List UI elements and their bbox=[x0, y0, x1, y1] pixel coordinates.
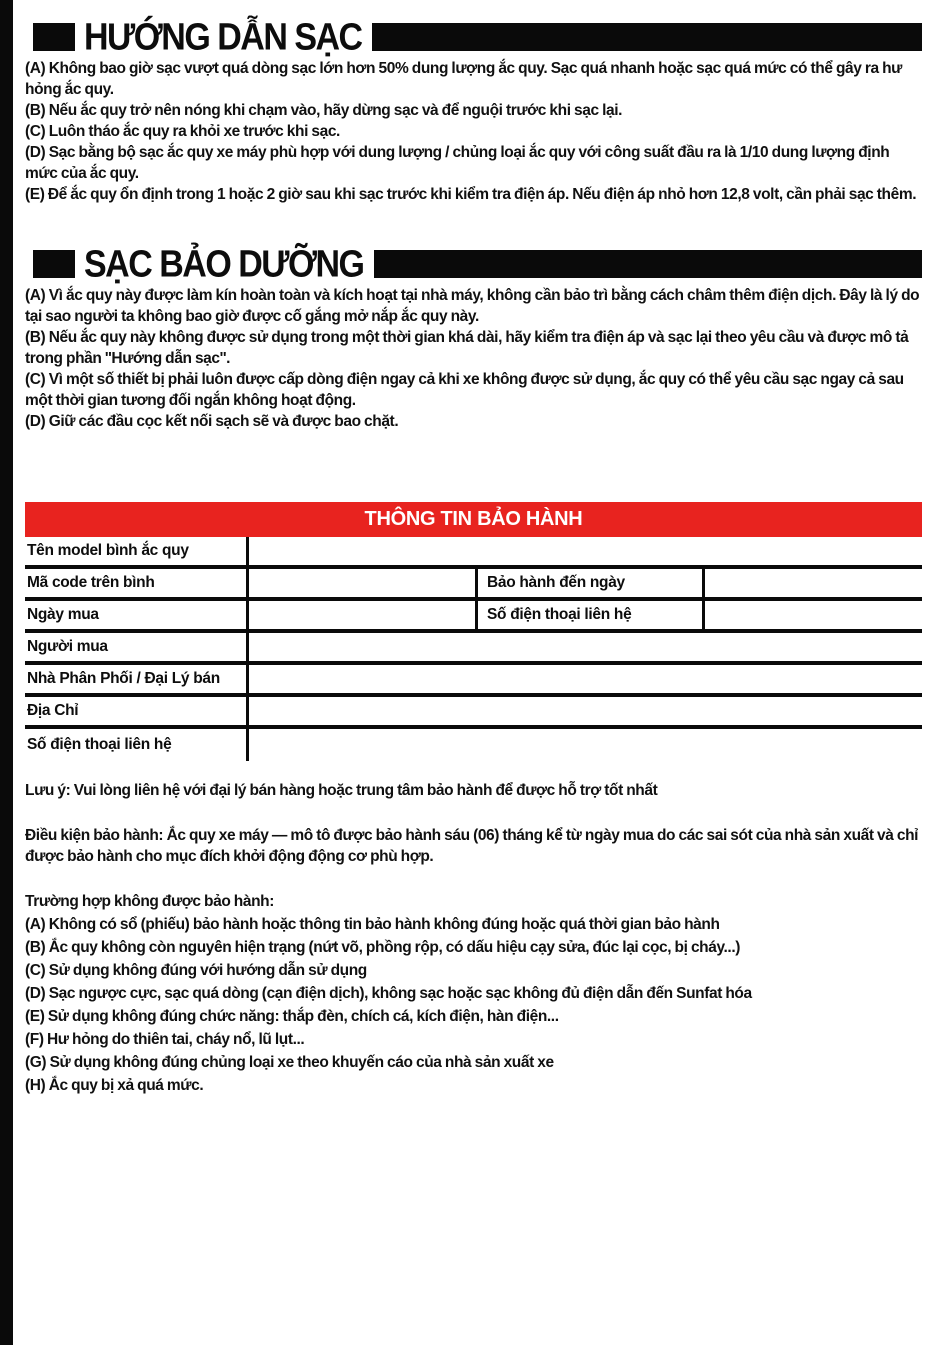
row-label: Bảo hành đến ngày bbox=[478, 569, 705, 597]
table-row bbox=[25, 601, 922, 633]
row-value-blank bbox=[249, 601, 478, 629]
table-row bbox=[25, 697, 922, 729]
exclusion-item-f: (F) Hư hỏng do thiên tai, cháy nổ, lũ lụt... bbox=[25, 1031, 305, 1048]
maintenance-section-header bbox=[25, 242, 922, 286]
row-value-blank bbox=[705, 569, 922, 597]
row-value-blank bbox=[705, 601, 922, 629]
table-row bbox=[25, 537, 922, 569]
exclusion-item-g: (G) Sử dụng không đúng chủng loại xe theo khuyến cáo của nhà sản xuất xe bbox=[25, 1054, 554, 1071]
row-value-blank bbox=[249, 537, 922, 565]
charging-section-header bbox=[25, 15, 922, 59]
table-row bbox=[25, 729, 922, 761]
maintenance-item-c: (C) Vì một số thiết bị phải luôn được cấp dòng điện ngay cả khi xe không được sử dụng, ắc quy có thể yêu cầu sạc ngay cả sau một thời gian tương đối ngắn không hoạt động. bbox=[25, 371, 904, 409]
row-label: Tên model bình ắc quy bbox=[25, 537, 249, 565]
exclusion-item-a: (A) Không có sổ (phiếu) bảo hành hoặc thông tin bảo hành không đúng hoặc quá thời gian bảo hành bbox=[25, 916, 720, 933]
exclusions-title: Trường hợp không được bảo hành: bbox=[25, 893, 274, 910]
charging-item-a: (A) Không bao giờ sạc vượt quá dòng sạc lớn hơn 50% dung lượng ắc quy. Sạc quá nhanh hoặc sạc quá mức có thể gây ra hư hỏng ắc quy. bbox=[25, 60, 903, 98]
maintenance-item-b: (B) Nếu ắc quy này không được sử dụng trong một thời gian khá dài, hãy kiểm tra điện áp và sạc lại theo yêu cầu và được mô tả trong phần ''Hướng dẫn sạc''. bbox=[25, 329, 909, 367]
table-row bbox=[25, 633, 922, 665]
exclusion-item-d: (D) Sạc ngược cực, sạc quá dòng (cạn điện dịch), không sạc hoặc sạc không đủ điện dẫn đến Sunfat hóa bbox=[25, 985, 752, 1002]
row-label: Nhà Phân Phối / Đại Lý bán bbox=[25, 665, 249, 693]
section-header-bar bbox=[372, 23, 922, 51]
exclusion-item-e: (E) Sử dụng không đúng chức năng: thắp đèn, chích cá, kích điện, hàn điện... bbox=[25, 1008, 559, 1025]
warranty-exclusions bbox=[25, 890, 922, 1097]
row-label: Người mua bbox=[25, 633, 249, 661]
charging-item-e: (E) Để ắc quy ổn định trong 1 hoặc 2 giờ sau khi sạc trước khi kiểm tra điện áp. Nếu điện áp nhỏ hơn 12,8 volt, cần phải sạc thêm. bbox=[25, 186, 917, 203]
warranty-table-title: THÔNG TIN BẢO HÀNH bbox=[364, 508, 583, 530]
section-header-bar bbox=[374, 250, 923, 278]
row-label: Mã code trên bình bbox=[25, 569, 249, 597]
maintenance-section-text bbox=[25, 285, 922, 432]
note-contact: Lưu ý: Vui lòng liên hệ với đại lý bán hàng hoặc trung tâm bảo hành để được hỗ trợ tốt nhất bbox=[25, 782, 658, 799]
exclusion-item-b: (B) Ắc quy không còn nguyên hiện trạng (nứt võ, phồng rộp, có dấu hiệu cạy sửa, đúc lại cọc, bị cháy...) bbox=[25, 939, 740, 956]
maintenance-item-d: (D) Giữ các đầu cọc kết nối sạch sẽ và được bao chặt. bbox=[25, 413, 399, 430]
note-conditions: Điều kiện bảo hành: Ắc quy xe máy — mô tô được bảo hành sáu (06) tháng kể từ ngày mua do các sai sót của nhà sản xuất và chỉ được bảo hành cho mục đích khởi động động cơ phù hợp. bbox=[25, 827, 919, 865]
charging-item-c: (C) Luôn tháo ắc quy ra khỏi xe trước khi sạc. bbox=[25, 123, 340, 140]
table-row bbox=[25, 665, 922, 697]
charging-item-b: (B) Nếu ắc quy trở nên nóng khi chạm vào, hãy dừng sạc và để nguội trước khi sạc lại. bbox=[25, 102, 623, 119]
exclusion-item-c: (C) Sử dụng không đúng với hướng dẫn sử dụng bbox=[25, 962, 367, 979]
table-row bbox=[25, 569, 922, 601]
row-label: Ngày mua bbox=[25, 601, 249, 629]
charging-section-text bbox=[25, 58, 922, 205]
row-value-blank bbox=[249, 633, 922, 661]
section-square-icon bbox=[33, 250, 75, 278]
maintenance-section-title: SẠC BẢO DƯỠNG bbox=[84, 242, 364, 286]
charging-item-d: (D) Sạc bằng bộ sạc ắc quy xe máy phù hợp với dung lượng / chủng loại ắc quy với công suất đầu ra là 1/10 dung lượng định mức của ắc quy. bbox=[25, 144, 890, 182]
warranty-table bbox=[25, 502, 922, 761]
warranty-table-header bbox=[25, 502, 922, 537]
maintenance-item-a: (A) Vì ắc quy này được làm kín hoàn toàn và kích hoạt tại nhà máy, không cần bảo trì bằng cách châm thêm điện dịch. Đây là lý do tại sao người ta không bao giờ được cố gắng mở nắp ắc quy này. bbox=[25, 287, 920, 325]
row-value-blank bbox=[249, 665, 922, 693]
row-value-blank bbox=[249, 729, 922, 761]
page-left-border bbox=[0, 0, 13, 1345]
row-label: Số điện thoại liên hệ bbox=[25, 729, 249, 761]
section-square-icon bbox=[33, 23, 75, 51]
exclusion-item-h: (H) Ắc quy bị xả quá mức. bbox=[25, 1077, 204, 1094]
row-label: Số điện thoại liên hệ bbox=[478, 601, 705, 629]
row-label: Địa Chỉ bbox=[25, 697, 249, 725]
charging-section-title: HƯỚNG DẪN SẠC bbox=[84, 15, 362, 59]
warranty-notes bbox=[25, 780, 922, 867]
row-value-blank bbox=[249, 569, 478, 597]
row-value-blank bbox=[249, 697, 922, 725]
document-body bbox=[25, 0, 922, 1097]
